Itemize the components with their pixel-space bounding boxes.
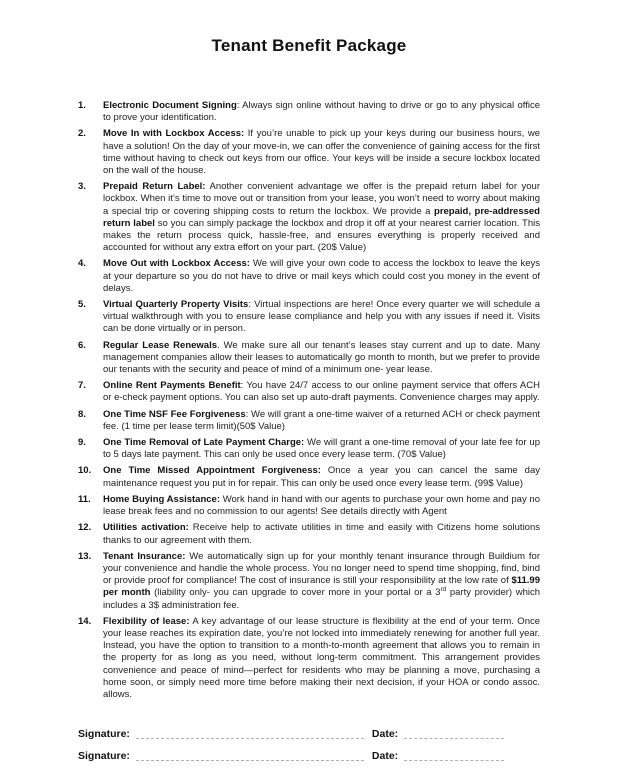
signature-blank-line <box>136 727 364 739</box>
item-text: Virtual Quarterly Property Visits: Virtual inspections are here! Once every quarter we will schedule a virtual walkthrough with you to ensure lease compliance and help you with any issues if need it. Visits can be done virtually or in person. <box>103 299 540 335</box>
item-text: One Time NSF Fee Forgiveness: We will grant a one-time waiver of a returned ACH or check payment fee. (1 time per lease term limit)(50$ Value) <box>103 408 540 432</box>
benefits-list <box>78 100 540 701</box>
benefit-item <box>78 340 540 377</box>
item-number: 3. <box>78 181 86 193</box>
item-number: 6. <box>78 339 86 351</box>
item-number: 7. <box>78 380 86 392</box>
benefit-item <box>78 181 540 254</box>
signature-label: Signature: <box>78 750 130 763</box>
item-number: 11. <box>78 493 91 505</box>
benefit-item <box>78 128 540 177</box>
item-text: Regular Lease Renewals. We make sure all our tenant’s leases stay current and up to date. Many management companies allow their leases to automatically go month to month, but we prefer to provide our tenants with the security and peace of mind of a minimum one- year lease. <box>103 339 540 376</box>
item-text: Flexibility of lease: A key advantage of our lease structure is flexibility at the end of your term. Once your lease reaches its expiration date, you’re not locked into immediately renewing for another full year. Instead, you have the option to transition to a month-to-month agreement that allows you to remain in the property for as long as you need, without long-term commitment. This arrangement provides convenience and peace of mind—perfect for residents who may be planning a move, purchasing a home soon, or simply need more time before making their next decision, if your HOA or condo assoc. allows. <box>103 615 541 700</box>
benefit-item <box>78 409 540 433</box>
item-number: 12. <box>78 522 92 534</box>
date-label: Date: <box>371 750 399 763</box>
item-text: One Time Removal of Late Payment Charge: We will grant a one-time removal of your late fee for up to 5 days late payment. This can only be used once every lease term. (70$ Value) <box>103 437 540 461</box>
signature-blank-line <box>136 749 364 761</box>
benefit-item <box>78 494 540 518</box>
item-number: 14. <box>78 615 92 627</box>
item-text: One Time Missed Appointment Forgiveness: Once a year you can cancel the same day maintenance request you put in for repair. This can only be used once every lease term. (99$ Value) <box>103 465 540 489</box>
signature-row <box>78 727 540 740</box>
item-text: Tenant Insurance: We automatically sign up for your monthly tenant insurance through Buildium for your convenience and handle the whole process. You no longer need to spend time shopping, find, bind or provide proof for compliance! The cost of insurance is still your responsibility at the low rate of $11.99 per month (liability only- you can upgrade to cover more in your portal or a 3rd party provider) which includes a 3$ administration fee. <box>103 550 540 611</box>
benefit-item <box>78 380 540 404</box>
item-number: 8. <box>78 408 86 420</box>
item-text: Move In with Lockbox Access: If you’re unable to pick up your keys during our business hours, we have a solution! On the day of your move-in, we can offer the convenience of gaining access for the first time without having to check out keys from our office. Your keys will be inside a secure lockbox located on the wall of the house. <box>103 128 540 177</box>
benefit-item <box>78 465 540 489</box>
item-text: Online Rent Payments Benefit: You have 24/7 access to our online payment service that offers ACH or e-check payment options. You can also set up auto-draft payments. Convenience charges may apply. <box>103 380 540 404</box>
item-number: 5. <box>78 299 86 311</box>
benefit-item <box>78 522 540 546</box>
benefit-item <box>78 551 540 612</box>
item-number: 4. <box>78 258 86 270</box>
item-text: Prepaid Return Label: Another convenient advantage we offer is the prepaid return label for your lockbox. When it’s time to move out or transition from your lease, you won’t need to worry about making a special trip or covering shipping costs to return the lockbox. We provide a prepaid, pre-addressed return label so you can simply package the lockbox and drop it off at your nearest carrier location. This makes the return process quick, hassle-free, and ensures everything is properly received and accounted for without any extra effort on your part. (20$ Value) <box>103 181 540 254</box>
signature-section <box>78 727 540 762</box>
item-text: Move Out with Lockbox Access: We will give your own code to access the lockbox to leave the keys at your departure so you do not have to drive or mail keys which could cost you money in the event of delays. <box>103 258 540 294</box>
benefit-item <box>78 299 540 336</box>
item-text: Home Buying Assistance: Work hand in hand with our agents to purchase your own home and pay no lease break fees and no commission to our agents! See details directly with Agent <box>103 493 541 518</box>
date-label: Date: <box>371 728 399 741</box>
benefit-item <box>78 616 540 701</box>
page-title: Tenant Benefit Package <box>211 36 407 55</box>
date-blank-line <box>404 749 504 761</box>
item-number: 2. <box>78 128 86 140</box>
benefit-item <box>78 100 540 124</box>
item-number: 9. <box>78 437 86 449</box>
item-number: 10. <box>78 465 92 477</box>
signature-row <box>78 749 540 762</box>
item-number: 13. <box>78 550 92 562</box>
item-text: Electronic Document Signing: Always sign online without having to drive or go to any physical office to prove your identification. <box>103 100 540 124</box>
item-text: Utilities activation: Receive help to activate utilities in time and easily with Citizens home solutions thanks to our agreement with them. <box>103 522 540 546</box>
signature-label: Signature: <box>78 728 130 741</box>
benefit-item <box>78 437 540 461</box>
date-blank-line <box>404 727 504 739</box>
benefit-item <box>78 258 540 295</box>
item-number: 1. <box>78 100 86 111</box>
